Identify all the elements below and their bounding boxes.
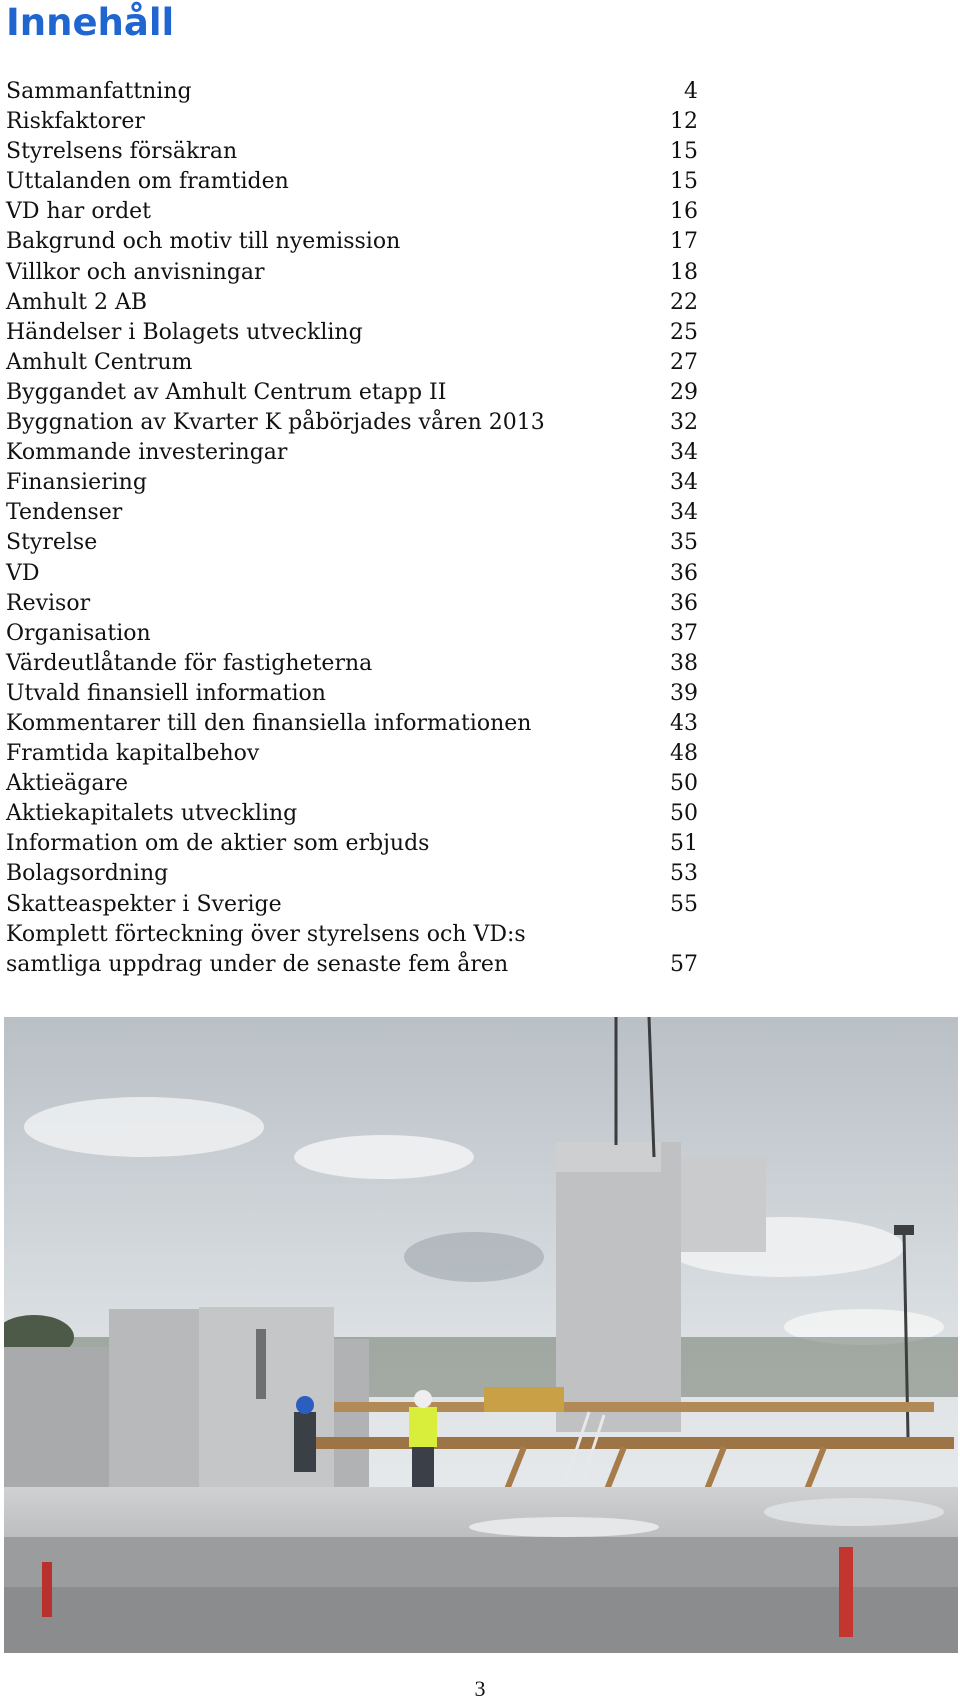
toc-entry[interactable]: [6, 498, 698, 528]
toc-entry[interactable]: [6, 197, 698, 227]
toc-entry[interactable]: [6, 769, 698, 799]
toc-entry-page: 17: [670, 229, 698, 255]
toc-entry-page: 34: [670, 470, 698, 496]
toc-entry[interactable]: [6, 829, 698, 859]
toc-entry[interactable]: [6, 318, 698, 348]
toc-entry[interactable]: [6, 859, 698, 889]
toc-entry-label: Bolagsordning: [6, 861, 169, 887]
toc-entry[interactable]: [6, 77, 698, 107]
toc-entry-page: 48: [670, 741, 698, 767]
toc-entry[interactable]: [6, 920, 698, 980]
toc-entry-page: 50: [670, 771, 698, 797]
toc-entry-label: Uttalanden om framtiden: [6, 169, 289, 195]
toc-entry-page: 34: [670, 440, 698, 466]
toc-entry-label: Tendenser: [6, 500, 123, 526]
toc-entry-page: 16: [670, 199, 698, 225]
toc-entry-label: Aktiekapitalets utveckling: [6, 801, 298, 827]
toc-entry[interactable]: [6, 890, 698, 920]
toc-entry-page: 57: [670, 951, 698, 977]
toc-entry-page: 35: [670, 530, 698, 556]
toc-entry-page: 15: [670, 169, 698, 195]
toc-entry-label: VD: [6, 560, 40, 586]
toc-entry-page: 51: [670, 831, 698, 857]
toc-entry-label: Händelser i Bolagets utveckling: [6, 319, 363, 345]
toc-entry-label-line: Komplett förteckning över styrelsens och VD:s: [6, 921, 526, 947]
toc-entry[interactable]: [6, 258, 698, 288]
toc-entry-page: 15: [670, 139, 698, 165]
toc-entry-page: 29: [670, 379, 698, 405]
toc-entry[interactable]: [6, 619, 698, 649]
toc-entry-label: Byggnation av Kvarter K påbörjades våren 2013: [6, 410, 545, 436]
toc-entry-page: 38: [670, 650, 698, 676]
toc-entry-label: Finansiering: [6, 470, 147, 496]
toc-entry-page: 55: [670, 891, 698, 917]
page-number: 3: [474, 1676, 486, 1701]
toc-entry-label: Organisation: [6, 620, 151, 646]
toc-entry-label: Information om de aktier som erbjuds: [6, 831, 430, 857]
toc-entry[interactable]: [6, 559, 698, 589]
toc-entry-label: Revisor: [6, 590, 91, 616]
toc-entry-label: Riskfaktorer: [6, 109, 145, 135]
toc-entry-page: 53: [670, 861, 698, 887]
toc-entry[interactable]: [6, 468, 698, 498]
toc-entry-label: Utvald finansiell information: [6, 680, 326, 706]
toc-entry[interactable]: [6, 378, 698, 408]
toc-entry[interactable]: [6, 709, 698, 739]
toc-entry[interactable]: [6, 438, 698, 468]
toc-entry[interactable]: [6, 167, 698, 197]
toc-entry[interactable]: [6, 288, 698, 318]
toc-entry-label: Byggandet av Amhult Centrum etapp II: [6, 379, 447, 405]
page-title: Innehåll: [6, 1, 175, 44]
toc-entry-label: Värdeutlåtande för fastigheterna: [6, 650, 373, 676]
toc-entry-label: Styrelse: [6, 530, 98, 556]
toc-entry-label: Bakgrund och motiv till nyemission: [6, 229, 401, 255]
construction-photo: [4, 1017, 958, 1653]
toc-entry-page: 22: [670, 289, 698, 315]
toc-entry-page: 36: [670, 590, 698, 616]
toc-entry[interactable]: [6, 107, 698, 137]
toc-entry[interactable]: [6, 649, 698, 679]
toc-entry-label: Amhult 2 AB: [6, 289, 148, 315]
toc-entry-page: 32: [670, 410, 698, 436]
toc-entry-label: Aktieägare: [6, 771, 128, 797]
toc-entry-label: Kommentarer till den finansiella informationen: [6, 710, 532, 736]
toc-entry[interactable]: [6, 227, 698, 257]
toc-entry-label: Skatteaspekter i Sverige: [6, 891, 282, 917]
toc-entry-label-line: samtliga uppdrag under de senaste fem åren: [6, 951, 509, 977]
toc-entry-page: 27: [670, 349, 698, 375]
toc-entry-page: 4: [684, 79, 698, 104]
toc-entry-page: 18: [670, 259, 698, 285]
toc-entry-label: VD har ordet: [6, 199, 152, 225]
toc-entry-page: 12: [670, 109, 698, 135]
table-of-contents: [6, 77, 698, 980]
toc-entry-page: 43: [670, 710, 698, 736]
toc-entry[interactable]: [6, 739, 698, 769]
toc-entry[interactable]: [6, 408, 698, 438]
toc-entry[interactable]: [6, 137, 698, 167]
toc-entry-label: Sammanfattning: [6, 79, 192, 104]
toc-entry-label: Framtida kapitalbehov: [6, 741, 260, 767]
toc-entry[interactable]: [6, 589, 698, 619]
toc-entry[interactable]: [6, 528, 698, 558]
toc-entry[interactable]: [6, 799, 698, 829]
toc-entry-label: Kommande investeringar: [6, 440, 288, 466]
toc-entry-label: [6, 920, 526, 980]
toc-entry-page: 36: [670, 560, 698, 586]
toc-entry-page: 34: [670, 500, 698, 526]
toc-entry[interactable]: [6, 679, 698, 709]
toc-entry-label: Villkor och anvisningar: [6, 259, 265, 285]
toc-entry[interactable]: [6, 348, 698, 378]
toc-entry-label: Amhult Centrum: [6, 349, 193, 375]
toc-entry-page: 39: [670, 680, 698, 706]
toc-entry-label: Styrelsens försäkran: [6, 139, 238, 165]
toc-entry-page: 37: [670, 620, 698, 646]
toc-entry-page: 25: [670, 319, 698, 345]
toc-entry-page: 50: [670, 801, 698, 827]
